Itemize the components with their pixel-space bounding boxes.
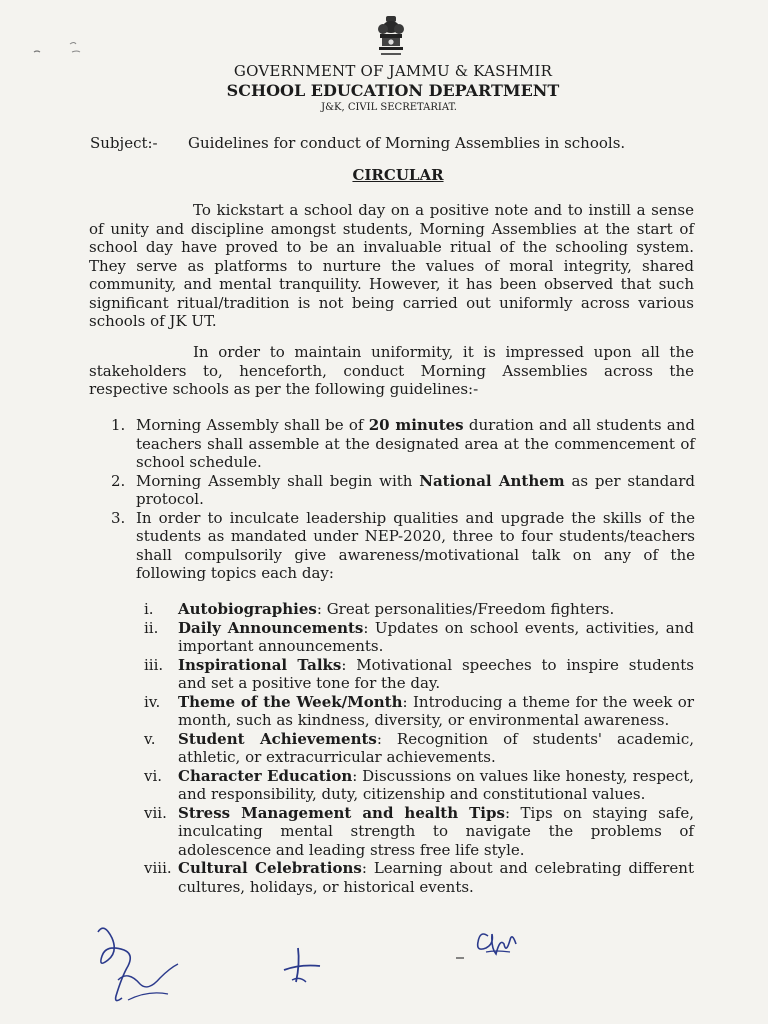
department-name: SCHOOL EDUCATION DEPARTMENT [226, 81, 560, 100]
scan-mark-icon [30, 36, 90, 60]
signature-initials-right [452, 922, 532, 972]
topic-item [144, 693, 694, 730]
circular-title [0, 166, 768, 184]
intro-paragraph: To kickstart a school day on a positive note and to instill a sense of unity and discipline amongst students, Morning Assemblies at the start of school day have proved to be an invaluable ritual of the schooling system. They serve as platforms to nurture the values of moral integrity, shared community, and mental tranquility. However, it has been observed that such significant ritual/tradition is not being carried out uniformly across various schools of JK UT. [89, 201, 694, 330]
topic-number: vii. [144, 803, 167, 822]
topic-item [144, 600, 694, 619]
topic-text: : Discussions on values like honesty, respect, and responsibility, duty, citizenship and constitutional values. [178, 766, 694, 803]
guideline-item [89, 509, 695, 583]
guideline-text: Morning Assembly shall begin with [136, 471, 420, 490]
topic-text: : Recognition of students' academic, athletic, or extracurricular achievements. [178, 729, 694, 766]
directive-paragraph: In order to maintain uniformity, it is impressed upon all the stakeholders to, henceforth, conduct Morning Assemblies across the respective schools as per the following guidelines:- [89, 343, 694, 398]
topic-text: : Learning about and celebrating different cultures, holidays, or historical events. [178, 859, 694, 896]
topic-number: v. [144, 729, 156, 748]
guideline-emphasis: 20 minutes [368, 416, 464, 434]
subject-label: Subject:- [90, 134, 158, 152]
topic-title: Character Education [178, 766, 353, 785]
guideline-item [89, 416, 695, 472]
topic-item [144, 730, 694, 767]
topic-title: Inspirational Talks [178, 655, 342, 674]
subject-line [90, 134, 625, 152]
circular-heading: CIRCULAR [352, 166, 444, 184]
guideline-emphasis: National Anthem [419, 471, 565, 490]
topic-item [144, 859, 694, 896]
guideline-number: 1. [111, 416, 126, 434]
guideline-text: In order to inculcate leadership qualities and upgrade the skills of the students as mandated under NEP-2020, three to four students/teachers shall compulsorily give awareness/motivational talk on any of the following topics each day: [136, 508, 695, 582]
topic-text: : Updates on school events, activities, and important announcements. [178, 618, 695, 655]
topic-title: Autobiographies [178, 600, 317, 618]
government-name: GOVERNMENT OF JAMMU & KASHMIR [233, 62, 553, 80]
guideline-text: as per standard protocol. [136, 471, 695, 508]
topic-number: iv. [144, 692, 161, 711]
topic-number: ii. [144, 618, 159, 637]
topic-title: Student Achievements [178, 729, 377, 748]
topic-title: Daily Announcements [178, 618, 364, 637]
guideline-text: duration and all students and teachers shall assemble at the designated area at the commencement of school schedule. [136, 416, 696, 471]
guideline-item [89, 472, 695, 509]
topic-text: : Introducing a theme for the week or month, such as kindness, diversity, or environmental awareness. [178, 692, 694, 729]
signature-initials-left [88, 920, 208, 1010]
guideline-number: 3. [111, 508, 126, 527]
subject-text: Guidelines for conduct of Morning Assemblies in schools. [188, 134, 626, 152]
topic-text: : Tips on staying safe, inculcating mental strength to navigate the problems of adolescence and leading stress free life style. [178, 803, 694, 859]
topic-title: Stress Management and health Tips [178, 803, 505, 822]
topic-number: viii. [144, 859, 172, 877]
topic-title: Cultural Celebrations [178, 859, 362, 877]
topic-item [144, 656, 694, 693]
topic-text: : Great personalities/Freedom fighters. [316, 600, 615, 618]
topic-number: iii. [144, 655, 164, 674]
topic-text: : Motivational speeches to inspire students and set a positive tone for the day. [178, 655, 694, 692]
topic-number: vi. [144, 766, 163, 785]
national-emblem-icon [372, 14, 410, 60]
signature-initials-center [278, 944, 328, 990]
guidelines-list [89, 416, 695, 583]
topic-item [144, 619, 694, 656]
guideline-number: 2. [111, 471, 126, 490]
topic-number: i. [144, 600, 154, 618]
letterhead [0, 62, 768, 114]
topic-item [144, 767, 694, 804]
secretariat-line: J&K, CIVIL SECRETARIAT. [321, 102, 457, 113]
topic-title: Theme of the Week/Month [178, 692, 403, 711]
topics-list [144, 600, 694, 896]
topic-item [144, 804, 694, 860]
guideline-text: Morning Assembly shall be of [136, 416, 369, 434]
